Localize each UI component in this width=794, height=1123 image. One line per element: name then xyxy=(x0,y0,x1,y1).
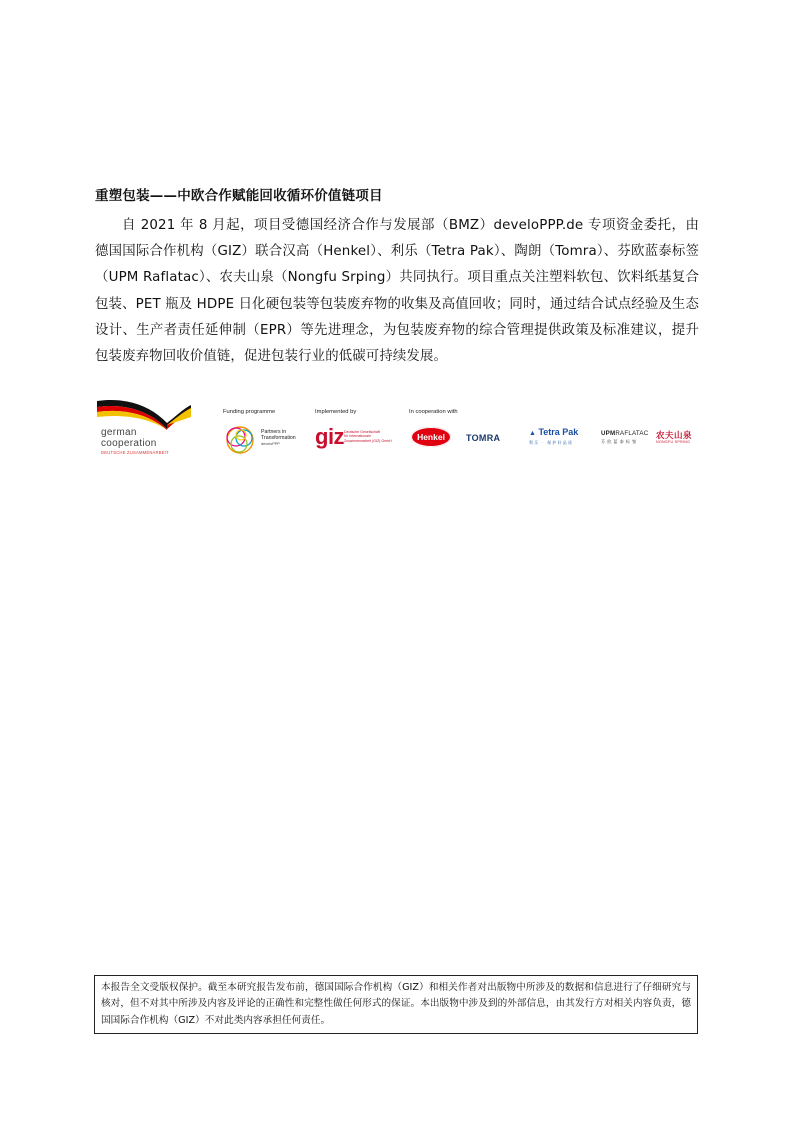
copyright-disclaimer-box: 本报告全文受版权保护。截至本研究报告发布前，德国国际合作机构（GIZ）和相关作者对出版物中所涉及的数据和信息进行了仔细研究与核对，但不对其中所涉及内容及评论的正确性和完整性做任何形式的保证。本出版物中涉及到的外部信息，由其发行方对相关内容负责，德国国际合作机构（GIZ）不对此类内容承担任何责任。 xyxy=(94,975,698,1034)
german-flag-swoosh-icon xyxy=(95,395,195,431)
giz-logo-text xyxy=(344,430,404,443)
german-cooperation-line3: DEUTSCHE ZUSAMMENARBEIT xyxy=(101,450,169,455)
german-cooperation-logo xyxy=(95,395,205,461)
pft-line2: Transformation xyxy=(261,435,296,441)
in-cooperation-label: In cooperation with xyxy=(409,409,458,415)
pft-line1: Partners in xyxy=(261,429,287,435)
tetra-pak-subtitle: 利乐 · 保护好品质 xyxy=(529,440,574,445)
giz-line1: Deutsche Gesellschaft xyxy=(344,430,380,434)
partners-in-transformation-text xyxy=(261,429,309,447)
nongfu-spring-logo: 农夫山泉 xyxy=(656,431,693,441)
giz-line2: für Internationale xyxy=(344,434,371,439)
tetra-pak-name: Tetra Pak xyxy=(538,427,579,437)
tomra-logo xyxy=(466,433,500,443)
section-title: 重塑包装——中欧合作赋能回收循环价值链项目 xyxy=(95,188,383,204)
partners-in-transformation-logo-icon xyxy=(223,423,257,457)
upm-rest-text: RAFLATAC xyxy=(615,430,649,437)
german-cooperation-line2: cooperation xyxy=(101,438,157,449)
tetra-pak-triangle-icon: ▲ xyxy=(529,430,536,437)
funding-programme-label: Funding programme xyxy=(223,409,276,415)
upm-raflatac-logo xyxy=(601,430,648,437)
german-cooperation-line1: german xyxy=(101,427,137,438)
nongfu-spring-subtitle: NONGFU SPRING xyxy=(656,440,691,444)
upm-raflatac-subtitle: 芬欧蓝泰标签 xyxy=(601,439,639,444)
partner-logo-strip xyxy=(95,395,699,465)
giz-line3: Zusammenarbeit (GIZ) GmbH xyxy=(344,438,392,443)
tomra-logo-text: TOMRA xyxy=(466,433,501,443)
project-description: 自 2021 年 8 月起，项目受德国经济合作与发展部（BMZ）develoPPP.de 专项资金委托，由德国国际合作机构（GIZ）联合汉高（Henkel）、利乐（Tetra Pak）、陶朗（Tomra）、芬欧蓝泰标签（UPM Raflatac）、农夫山泉（Nongfu Srping）共同执行。项目重点关注塑料软包、饮料纸基复合包装、PET 瓶及 HDPE 日化硬包装等包装废弃物的收集及高值回收；同时，通过结合试点经验及生态设计、生产者责任延伸制（EPR）等先进理念，为包装废弃物的综合管理提供政策及标准建议，提升包装废弃物回收价值链，促进包装行业的低碳可持续发展。 xyxy=(95,218,699,365)
pft-line3: develoPPP xyxy=(261,442,280,446)
implemented-by-label: Implemented by xyxy=(315,409,357,415)
upm-bold-text: UPM xyxy=(601,430,616,437)
tetra-pak-logo xyxy=(529,427,578,437)
henkel-logo: Henkel xyxy=(411,427,451,447)
giz-logo-mark: giz xyxy=(315,424,345,449)
